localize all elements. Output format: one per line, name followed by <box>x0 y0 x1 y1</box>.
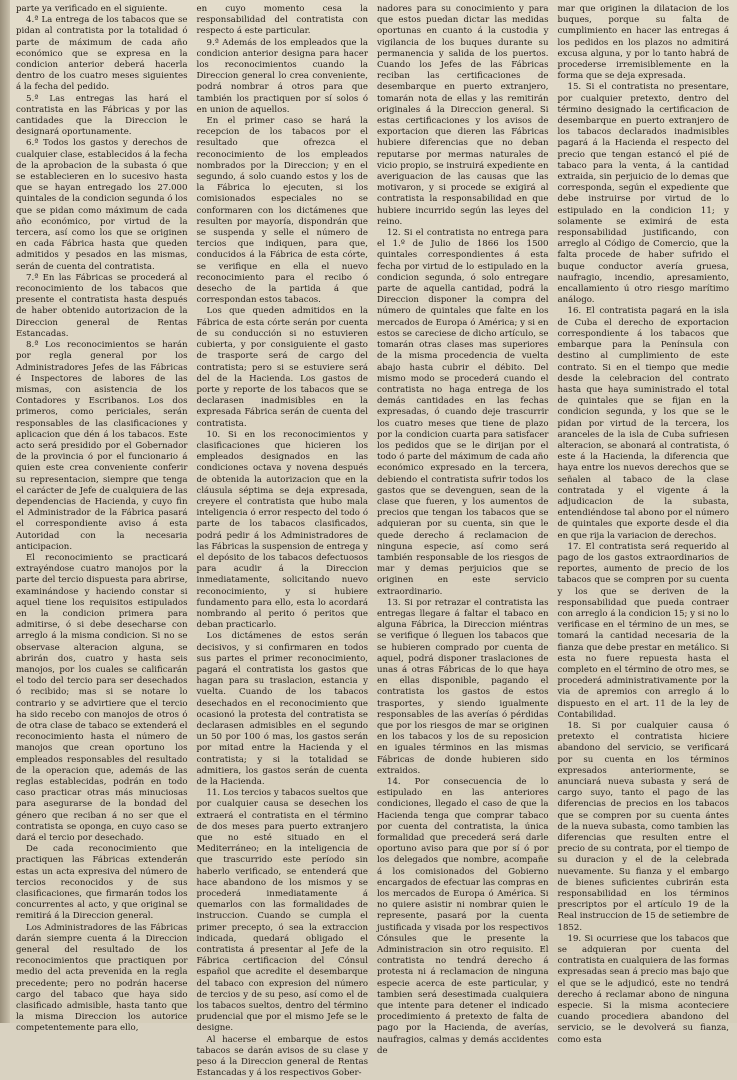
paragraph: Al hacerse el embarque de estos tabacos se darán avisos de su clase y peso á la Direccion general de Rentas Estancadas y á los respectivos Gober- <box>196 1034 368 1079</box>
page-binding-shadow <box>0 0 10 1023</box>
paragraph: en cuyo momento cesa la responsabilidad del contratista con respecto á este particular. <box>196 4 368 37</box>
paragraph: Los que queden admitidos en la Fábrica de esta córte serán por cuenta de su conducción si no estuvieren cubierta, y por consiguiente el gasto de trasporte será de cargo del contratista; pero si se estuviere será del de la Hacienda. Los gastos de porte y reporte de los tabacos que se declarasen inadmisibles en la expresada Fábrica serán de cuenta del contratista. <box>196 306 368 429</box>
paragraph: 14. Por consecuencia de lo estipulado en las anteriores condiciones, llegado el caso de que la Hacienda tenga que comprar tabaco por cuenta del contratista, la única formalidad que precederá será darle oportuno aviso para que por sí ó por los delegados que nombre, acompañe á los comisionados del Gobierno encargados de efectuar las compras en los mercados de Europa ó América. Si no quiere asistir ni nombrar quien le represente, pasará por la cuenta justificada y visada por los respectivos Cónsules que le presente la Administracion sin otro requisito. El contratista no tendrá derecho á protesta ni á reclamacion de ninguna especie acerca de este particular, y tambien será desestimada cualquiera que intente para detener el indicado procedimiento á pretexto de falta de pago por la Hacienda, de averías, naufragios, calmas y demás accidentes de <box>377 777 549 1056</box>
paragraph: 15. Si el contratista no presentare, por cualquier pretexto, dentro del término designado la certificacion de desembarque en puerto extranjero de los tabacos declarados inadmisibles pagará á la Hacienda el respecto del precio que tengan estancó el pié de tabaco para la venta, á la cantidad extraida, sin perjuicio de lo demas que corresponda, según el expediente que debe instruirse por virtud de lo estipulado en la condicion 11; y solamente se eximirá de esta responsabilidad justificando, con arreglo al Código de Comercio, que la falta procede de haber sufrido el buque conductor avería gruesa, naufragio, incendio, apresamiento, encallamiento ú otro riesgo marítimo análogo. <box>557 82 729 306</box>
paragraph: 18. Si por cualquier causa ó pretexto el contratista hiciere abandono del servicio, se verificará por su cuenta en los términos expresados anteriormente, se anunciará nueva subasta y será de cargo suyo, tanto el pago de las diferencias de precios en los tabacos que se compren por su cuenta ántes de la nueva subasta, como tambien las diferencias que resulten entre el precio de su contrata, por el tiempo de su duracion y el de la celebrada nuevamente. Su fianza y el embargo de bienes suficientes cubrirán esta responsabilidad en los términos prescriptos por el artículo 19 de la Real instruccion de 15 de setiembre de 1852. <box>557 721 729 933</box>
paragraph: En el primer caso se hará la recepcion de los tabacos por el resultado que ofrezca el reconocimiento de los empleados nombrados por la Direccion; y en el segundo, á solo cuando estos y los de la Fábrica lo ejecuten, si los comisionados especiales no se conformaren con los dictámenes que resulten por mayoría, dispondrán que se suspenda y selle el número de tercios que indiquen, para que, conducidos á la Fábrica de esta córte, se verifique en ella el nuevo reconocimiento para el recibo ó desecho de la partida á que correspondan estos tabacos. <box>196 116 368 306</box>
paragraph: 4.ª La entrega de los tabacos que se pidan al contratista por la totalidad ó parte de máximum de cada año económico que se expresa en la condicion anterior deberá hacerla dentro de los cuatro meses siguientes á la fecha del pedido. <box>16 15 188 93</box>
paragraph: 12. Si el contratista no entrega para el 1.º de Julio de 1866 los 1500 quintales correspondientes á esta fecha por virtud de lo estipulado en la condicion segunda, ó solo entregare parte de aquella cantidad, podrá la Direccion disponer la compra del número de quintales que falte en los mercados de Europa ó América; y si en estos se careciese de dicho artículo, se tomarán otras clases mas superiores de la misma procedencia de vuelta abajo hasta cubrir el débito. Del mismo modo se procederá cuando el contratista no haga entrega de los demás cantidades en las fechas expresadas, ó cuando deje trascurrir los cuatro meses que tiene de plazo por la condicion cuarta para satisfacer los pedidos que se le dirijan por el todo ó parte del máximum de cada año económico expresado en la tercera, debiendo el contratista sufrir todos los gastos que se devenguen, sean de la clase que fueren, y los aumentos de precios que tengan los tabacos que se adquieran por su cuenta, sin que le quede derecho á reclamacion de ninguna especie, así como será también responsable de los riesgos de mar y demas perjuicios que se originen en este servicio extraordinario. <box>377 228 549 597</box>
text-column-2 <box>196 4 369 1079</box>
paragraph: 9.ª Además de los empleados que la condicion anterior designa para hacer los reconocimientos cuando la Direccion general lo crea conveniente, podrá nombrar á otros para que también los practiquen por sí solos ó en union de aquellos. <box>196 37 368 115</box>
paragraph: parte ya verificado en el siguiente. <box>16 4 168 14</box>
text-column-1 <box>16 4 188 1034</box>
paragraph: El reconocimiento se practicará extrayéndose cuatro manojos por la parte del tercio dispuesta para abrirse, examinándose y haciendo constar si aquel tiene los requisitos estipulados en la condicion primera para admitirse, ó si debe desecharse con arreglo á la misma condicion. Si no se observase alteracion alguna, se abrirán dos, cuatro y hasta seis manojos, por los cuales se calificarán el todo del tercio para ser desechados ó recibido; mas si se notare lo contrario y se advirtiere que el tercio ha sido recebo con manojos de otros ó de otra clase de tabaco se extenderá el reconocimiento hasta el número de manojos que crean oportuno los empleados responsables del resultado de la operacion que, además de las reglas establecidas, podrán en todo caso practicar otras más minuciosas para asegurarse de la bondad del género que reciban á no ser que el contratista se oponga, en cuyo caso se dará el tercio por desechado. <box>16 552 188 844</box>
text-column-4 <box>557 4 730 1045</box>
paragraph: 19. Si ocurriese que los tabacos que se adquieran por cuenta del contratista en cualquiera de las formas expresadas sean á precio mas bajo que el que se le adjudicó, este no tendrá derecho á reclamar abono de ninguna especie. Si la misma aconteciere cuando procediera abandono del servicio, se le devolverá su fianza, como esta <box>557 933 729 1045</box>
paragraph: 16. El contratista pagará en la isla de Cuba el derecho de exportacion correspondiente á los tabacos que embarque para la Península con destino al cumplimiento de este contrato. Si en el tiempo que medie desde la celebracion del contrato hasta que haya suministrado el total de quintales que se fijan en la condicion segunda, y los que se le pidan por virtud de la tercera, los aranceles de la isla de Cuba sufriesen alteracion, se abonará al contratista, ó este á la Hacienda, la diferencia que haya entre los nuevos derechos que se señalen al tabaco de la clase contratada y el vigente á la adjudicacion de la subasta, entendiéndose tal abono por el número de quintales que exporte desde el dia en que rija la variacion de derechos. <box>557 306 729 541</box>
paragraph: 8.ª Los reconocimientos se harán por regla general por los Administradores Jefes de las Fábricas é Inspectores de labores de las mismas, con asistencia de los Contadores y Escribanos. Los dos primeros, como periciales, serán responsables de las clasificaciones y aplicacion que dén á los tabacos. Este acto será presidido por el Gobernador de la provincia ó por el funcionario á quien este crea conveniente conferir su representacion, siempre que tenga el carácter de Jefe de cualquiera de las dependencias de Hacienda, y cuyo fin el Administrador de la Fábrica pasará el correspondiente aviso á esta Autoridad con la necesaria anticipacion. <box>16 340 188 552</box>
paragraph: 6.ª Todos los gastos y derechos de cualquier clase, establecidos á la fecha de la aprobacion de la subasta ó que se establecieren en lo sucesivo hasta que se hayan entregado los 27.000 quintales de la condicion segunda ó los que se pidan como máximum de cada año económico, por virtud de la tercera, así como los que se originen en cada Fábrica hasta que queden admitidos y pesados en las mismas, serán de cuenta del contratista. <box>16 138 188 272</box>
paragraph: 10. Si en los reconocimientos y clasificaciones que hicieren los empleados designados en las condiciones octava y novena después de obtenida la autorizacion que en la cláusula séptima se deja expresada, creyere el contratista que hubo mala inteligencia ó error respecto del todo ó parte de los tabacos clasificados, podrá pedir á los Administradores de las Fábricas la suspension de entrega y el depósito de los tabacos defectuosos para acudir á la Direccion inmediatamente, solicitando nuevo reconocimiento, y si hubiere fundamento para ello, esta lo acordará nombrando al perito ó peritos que deban practicarlo. <box>196 429 368 631</box>
paragraph: Los Administradores de las Fábricas darán siempre cuenta á la Direccion general del resultado de los reconocimientos que practiquen por medio del acta prevenida en la regla precedente; pero no podrán hacerse cargo del tabaco que haya sido clasificado admisible, hasta tanto que la misma Direccion los autorice competentemente para ello, <box>16 922 188 1034</box>
paragraph: mar que originen la dilatacion de los buques, porque su falta de cumplimiento en hacer las entregas á los pedidos en los plazos no admitirá excusa alguna, y por lo tanto habrá de procederse irremisiblemente en la forma que se deja expresada. <box>557 4 729 82</box>
paragraph: De cada reconocimiento que practiquen las Fábricas extenderán estas un acta expresiva del número de tercios reconocidos y de sus clasificaciones, que firmarán todos los concurrentes al acto, y que original se remitirá á la Direccion general. <box>16 844 188 922</box>
paragraph: 5.ª Las entregas las hará el contratista en las Fábricas y por las cantidades que la Direccion le designará oportunamente. <box>16 93 188 138</box>
paragraph: 7.ª En las Fábricas se procederá al reconocimiento de los tabacos que presente el contratista hasta después de haber obtenido autorizacion de la Direccion general de Rentas Estancadas. <box>16 272 188 339</box>
paragraph: 11. Los tercios y tabacos sueltos que por cualquier causa se desechen los extraerá el contratista en el término de dos meses para puerto extranjero que no esté situado en el Mediterráneo; en la inteligencia de que trascurrido este período sin haberlo verificado, se entenderá que hace abandono de los mismos y se procederá inmediatamente á quemarlos con las formalidades de instruccion. Cuando se cumpla el primer precepto, ó sea la extraccion indicada, quedará obligado el contratista á presentar al Jefe de la Fábrica certificacion del Cónsul español que acredite el desembarque del tabaco con expresion del número de tercios y de su peso, así como el de los tabacos sueltos, dentro del término prudencial que por el mismo Jefe se le designe. <box>196 788 368 1034</box>
paragraph: nadores para su conocimiento y para que estos puedan dictar las medidas oportunas en cuanto á la custodia y vigilancia de los buques durante su permanencia y salida de los puertos. Cuando los Jefes de las Fábricas reciban las certificaciones de desembarque en puerto extranjero, tomarán nota de ellas y las remitirán originales á la Direccion general. Si estas certificaciones y los avisos de exportacion que dieren las Fábricas hubiere diferencias que no deban reputarse por mermas naturales de vicio propio, se instruirá expediente en averiguacion de las causas que las motivaron, y si procede se exigirá al contratista la responsabilidad en que hubiere incurrido según las leyes del reino. <box>377 4 549 227</box>
paragraph: 13. Si por retrazar el contratista las entregas llegare á faltar el tabaco en alguna Fábrica, la Direccion miéntras se verifique ó lleguen los tabacos que se hubieren comprado por cuenta de aquel, podrá disponer traslaciones de unas á otras Fábricas de lo que haya en ellas disponible, pagando el contratista los gastos de estos trasportes, y siendo igualmente responsables de las averías ó pérdidas que por los riesgos de mar se originen en los tabacos y los de su reposicion en iguales términos en las mismas Fábricas de donde hubieren sido extraidos. <box>377 597 549 776</box>
text-column-3 <box>377 4 549 1056</box>
paragraph: 17. El contratista será requerido al pago de los gastos extraordinarios de reportes, aumento de precio de los tabacos que se compren por su cuenta y los que se deriven de la responsabilidad que pueda contraer con arreglo á la condicion 15; y si no lo verificase en el término de un mes, se tomará la cantidad necesaria de la fianza que debe prestar en metálico. Si esta no fuere repuesta hasta el completo en el término de otro mes, se procederá administrativamente por la via de apremios con arreglo á lo dispuesto en el art. 11 de la ley de Contabilidad. <box>557 541 729 720</box>
paragraph: Los dictámenes de estos serán decisivos, y si confirmaren en todos sus partes el primer reconocimiento, pagará el contratista los gastos que hagan para su traslacion, estancia y vuelta. Cuando de los tabacos desechados en el reconocimiento que ocasionó la protesta del contratista se declarasen admisibles en el segundo un 50 por 100 ó mas, los gastos serán por mitad entre la Hacienda y el contratista; y si la totalidad se admitiera, los gastos serán de cuenta de la Hacienda. <box>196 631 368 788</box>
